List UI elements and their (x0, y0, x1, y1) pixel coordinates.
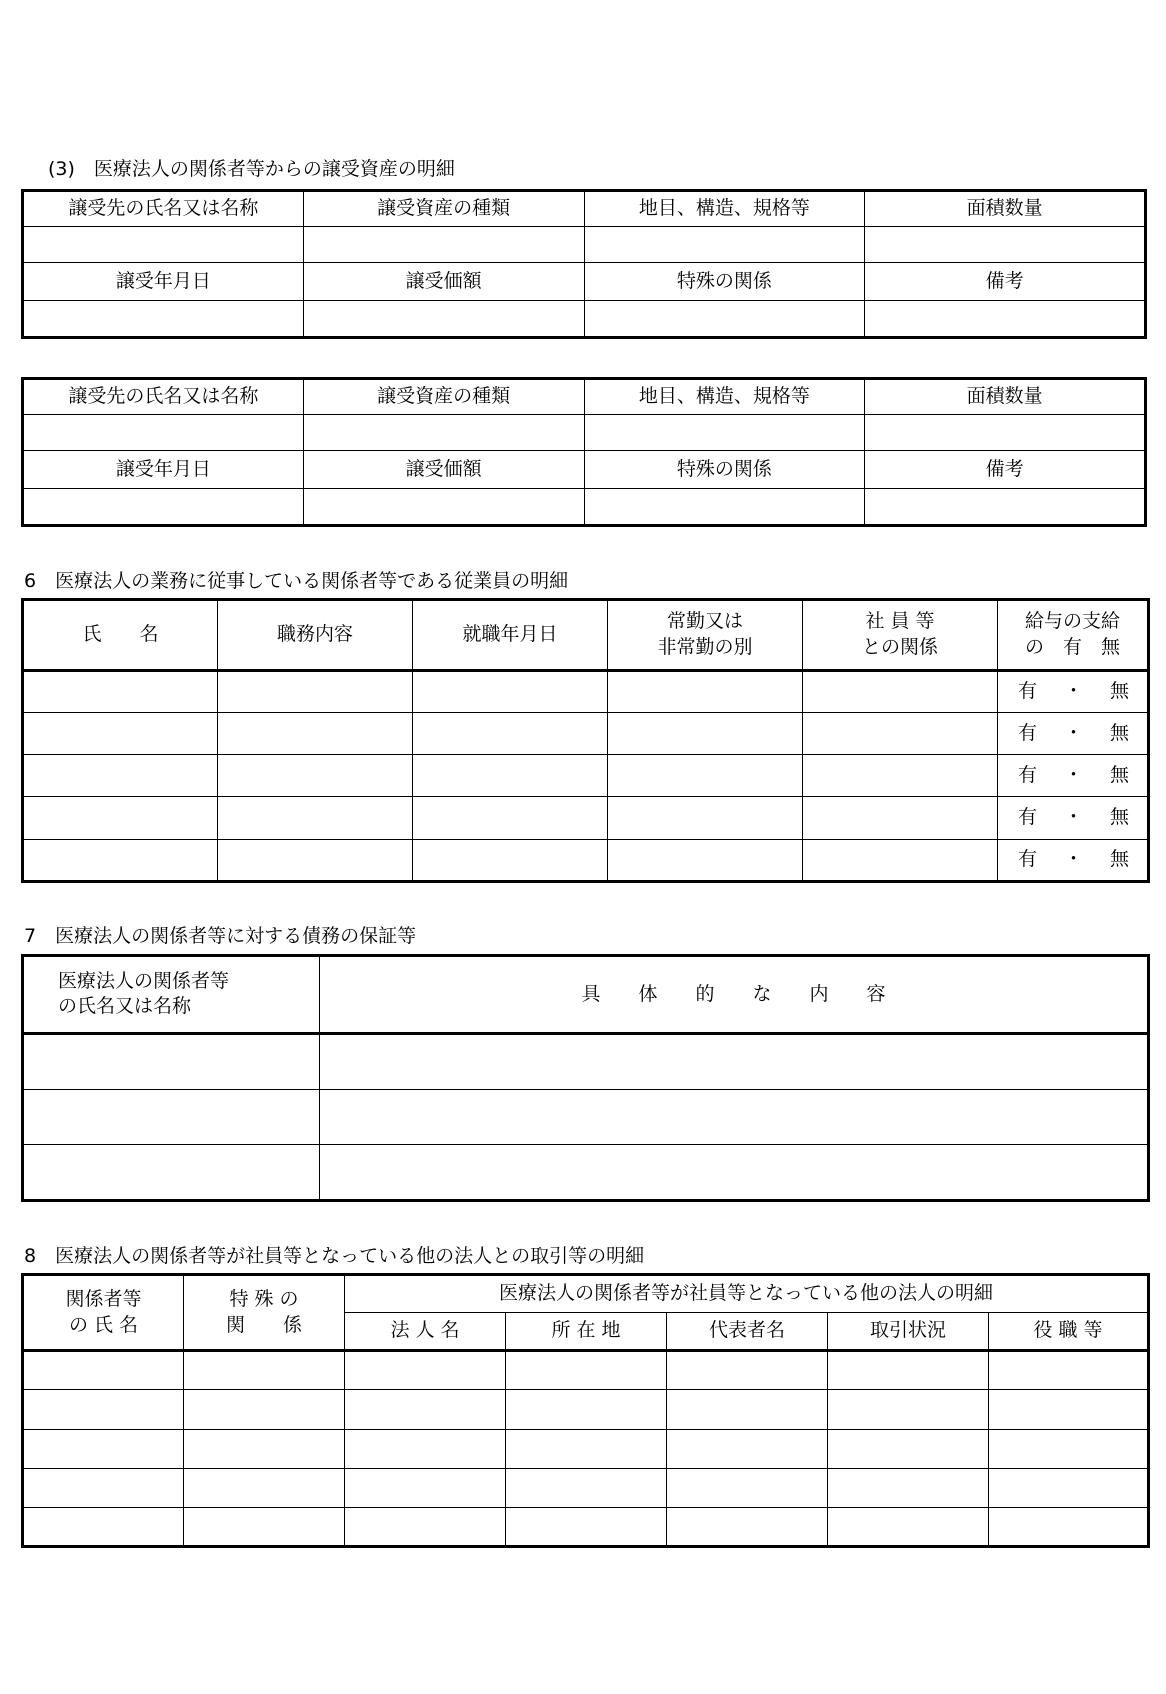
no-option[interactable]: 無 (1109, 806, 1129, 829)
header-remarks: 備考 (865, 451, 1146, 489)
header-related-party-name (23, 956, 320, 1034)
header-related-party-line1: 医療法人の関係者等 (58, 969, 230, 992)
input-cell[interactable] (803, 755, 998, 797)
input-cell[interactable] (608, 670, 803, 712)
header-salary-line1: 給与の支給 (1024, 610, 1120, 633)
input-cell[interactable] (23, 797, 218, 839)
header-hire-date: 就職年月日 (413, 600, 608, 671)
header-related-party-name (23, 1275, 184, 1351)
separator-dot: ・ (1063, 679, 1083, 702)
input-cell[interactable] (828, 1507, 989, 1546)
input-cell[interactable] (23, 712, 218, 754)
input-cell[interactable] (413, 797, 608, 839)
table-row (23, 1429, 1149, 1468)
input-cell[interactable] (303, 226, 584, 263)
header-job-duties: 職務内容 (218, 600, 413, 671)
input-cell[interactable] (667, 1390, 828, 1429)
input-cell[interactable] (184, 1351, 345, 1390)
input-cell[interactable] (345, 1390, 506, 1429)
input-cell[interactable] (303, 489, 584, 526)
input-cell[interactable] (184, 1429, 345, 1468)
employee-table (21, 598, 1150, 883)
yes-option[interactable]: 有 (1018, 763, 1038, 786)
input-cell[interactable] (608, 712, 803, 754)
header-remarks: 備考 (865, 263, 1146, 301)
table-row (23, 1351, 1149, 1390)
input-cell[interactable] (506, 1507, 667, 1546)
input-cell[interactable] (23, 414, 304, 451)
input-cell[interactable] (218, 755, 413, 797)
input-cell[interactable] (803, 839, 998, 881)
yes-option[interactable]: 有 (1018, 848, 1038, 871)
header-special-relation-line2: 関 係 (225, 1313, 302, 1336)
header-representative: 代表者名 (667, 1313, 828, 1351)
input-cell[interactable] (23, 670, 218, 712)
no-option[interactable]: 無 (1109, 679, 1129, 702)
input-cell[interactable] (989, 1507, 1149, 1546)
table-row (23, 670, 1149, 712)
input-cell[interactable] (23, 1033, 320, 1089)
transfer-assets-table-2 (21, 377, 1147, 527)
header-fulltime-line2: 非常勤の別 (657, 635, 753, 658)
table-row (23, 839, 1149, 881)
header-transfer-date: 譲受年月日 (23, 451, 304, 489)
header-transferor-name: 譲受先の氏名又は名称 (23, 379, 304, 415)
input-cell[interactable] (506, 1351, 667, 1390)
table-row (23, 755, 1149, 797)
input-cell[interactable] (23, 1089, 320, 1145)
table-row (23, 1145, 1149, 1201)
guarantee-table (21, 954, 1150, 1202)
header-land-structure: 地目、構造、規格等 (584, 379, 865, 415)
input-cell[interactable] (803, 797, 998, 839)
input-cell[interactable] (506, 1429, 667, 1468)
header-special-relation-line1: 特 殊 の (229, 1287, 299, 1310)
input-cell[interactable] (23, 1351, 184, 1390)
salary-yes-no[interactable] (998, 670, 1149, 712)
input-cell[interactable] (608, 797, 803, 839)
input-cell[interactable] (506, 1390, 667, 1429)
input-cell[interactable] (413, 670, 608, 712)
header-area-quantity: 面積数量 (865, 191, 1146, 227)
input-cell[interactable] (345, 1507, 506, 1546)
input-cell[interactable] (608, 755, 803, 797)
input-cell[interactable] (989, 1351, 1149, 1390)
header-position: 役 職 等 (989, 1313, 1149, 1351)
input-cell[interactable] (23, 301, 304, 338)
header-transaction-status: 取引状況 (828, 1313, 989, 1351)
header-related-party-line2: の氏名又は名称 (58, 995, 192, 1018)
salary-yes-no[interactable] (998, 712, 1149, 754)
no-option[interactable]: 無 (1109, 721, 1129, 744)
input-cell[interactable] (320, 1033, 1149, 1089)
header-special-relation: 特殊の関係 (584, 263, 865, 301)
header-transfer-date: 譲受年月日 (23, 263, 304, 301)
input-cell[interactable] (303, 414, 584, 451)
separator-dot: ・ (1063, 848, 1083, 871)
section7-title: 7 医療法人の関係者等に対する債務の保証等 (24, 925, 417, 947)
input-cell[interactable] (667, 1507, 828, 1546)
salary-yes-no[interactable] (998, 797, 1149, 839)
header-location: 所 在 地 (506, 1313, 667, 1351)
input-cell[interactable] (184, 1468, 345, 1507)
header-member-relation (803, 600, 998, 671)
input-cell[interactable] (584, 489, 865, 526)
salary-yes-no[interactable] (998, 755, 1149, 797)
input-cell[interactable] (667, 1429, 828, 1468)
header-other-corporation-group: 医療法人の関係者等が社員等となっている他の法人の明細 (345, 1275, 1149, 1313)
header-land-structure: 地目、構造、規格等 (584, 191, 865, 227)
input-cell[interactable] (23, 1468, 184, 1507)
input-cell[interactable] (506, 1468, 667, 1507)
section6-title: 6 医療法人の業務に従事している関係者等である従業員の明細 (24, 570, 569, 592)
header-asset-type: 譲受資産の種類 (303, 379, 584, 415)
input-cell[interactable] (803, 670, 998, 712)
yes-option[interactable]: 有 (1018, 806, 1038, 829)
section8-title: 8 医療法人の関係者等が社員等となっている他の法人との取引等の明細 (24, 1245, 645, 1267)
salary-yes-no[interactable] (998, 839, 1149, 881)
input-cell[interactable] (413, 839, 608, 881)
header-transfer-price: 譲受価額 (303, 263, 584, 301)
no-option[interactable]: 無 (1109, 848, 1129, 871)
input-cell[interactable] (413, 712, 608, 754)
input-cell[interactable] (989, 1429, 1149, 1468)
input-cell[interactable] (865, 301, 1146, 338)
table-row (23, 1468, 1149, 1507)
header-special-relation (184, 1275, 345, 1351)
table-row (23, 1507, 1149, 1546)
input-cell[interactable] (803, 712, 998, 754)
input-cell[interactable] (667, 1351, 828, 1390)
header-fulltime-parttime (608, 600, 803, 671)
header-asset-type: 譲受資産の種類 (303, 191, 584, 227)
input-cell[interactable] (218, 712, 413, 754)
input-cell[interactable] (865, 414, 1146, 451)
input-cell[interactable] (23, 1429, 184, 1468)
header-name: 氏 名 (23, 600, 218, 671)
table-row (23, 797, 1149, 839)
input-cell[interactable] (218, 670, 413, 712)
input-cell[interactable] (989, 1390, 1149, 1429)
header-specific-content: 具 体 的 な 内 容 (320, 956, 1149, 1034)
separator-dot: ・ (1063, 721, 1083, 744)
yes-option[interactable]: 有 (1018, 679, 1038, 702)
header-member-line1: 社 員 等 (865, 610, 935, 633)
header-transferor-name: 譲受先の氏名又は名称 (23, 191, 304, 227)
table-row (23, 1089, 1149, 1145)
input-cell[interactable] (989, 1468, 1149, 1507)
input-cell[interactable] (320, 1089, 1149, 1145)
header-special-relation: 特殊の関係 (584, 451, 865, 489)
input-cell[interactable] (218, 797, 413, 839)
input-cell[interactable] (584, 414, 865, 451)
input-cell[interactable] (865, 489, 1146, 526)
header-transfer-price: 譲受価額 (303, 451, 584, 489)
input-cell[interactable] (413, 755, 608, 797)
input-cell[interactable] (218, 839, 413, 881)
input-cell[interactable] (828, 1468, 989, 1507)
other-corporation-table (21, 1273, 1150, 1548)
input-cell[interactable] (184, 1507, 345, 1546)
separator-dot: ・ (1063, 806, 1083, 829)
section3-title: (3) 医療法人の関係者等からの譲受資産の明細 (48, 158, 455, 180)
input-cell[interactable] (23, 1145, 320, 1201)
input-cell[interactable] (828, 1429, 989, 1468)
header-salary-line2: の 有 無 (1024, 635, 1120, 658)
no-option[interactable]: 無 (1109, 763, 1129, 786)
input-cell[interactable] (23, 1507, 184, 1546)
input-cell[interactable] (584, 226, 865, 263)
input-cell[interactable] (303, 301, 584, 338)
input-cell[interactable] (23, 755, 218, 797)
header-salary-paid (998, 600, 1149, 671)
input-cell[interactable] (828, 1390, 989, 1429)
input-cell[interactable] (23, 489, 304, 526)
yes-option[interactable]: 有 (1018, 721, 1038, 744)
input-cell[interactable] (345, 1429, 506, 1468)
input-cell[interactable] (667, 1468, 828, 1507)
header-fulltime-line1: 常勤又は (666, 610, 743, 633)
transfer-assets-table-1 (21, 189, 1147, 339)
input-cell[interactable] (608, 839, 803, 881)
input-cell[interactable] (828, 1351, 989, 1390)
input-cell[interactable] (320, 1145, 1149, 1201)
header-related-party-line2: の 氏 名 (68, 1313, 139, 1336)
input-cell[interactable] (345, 1468, 506, 1507)
table-row (23, 712, 1149, 754)
header-corporation-name: 法 人 名 (345, 1313, 506, 1351)
input-cell[interactable] (23, 1390, 184, 1429)
header-related-party-line1: 関係者等 (65, 1287, 142, 1310)
input-cell[interactable] (584, 301, 865, 338)
table-row (23, 1390, 1149, 1429)
separator-dot: ・ (1063, 763, 1083, 786)
table-row (23, 1033, 1149, 1089)
input-cell[interactable] (23, 839, 218, 881)
header-member-line2: との関係 (861, 635, 938, 658)
header-area-quantity: 面積数量 (865, 379, 1146, 415)
input-cell[interactable] (865, 226, 1146, 263)
input-cell[interactable] (184, 1390, 345, 1429)
input-cell[interactable] (345, 1351, 506, 1390)
input-cell[interactable] (23, 226, 304, 263)
